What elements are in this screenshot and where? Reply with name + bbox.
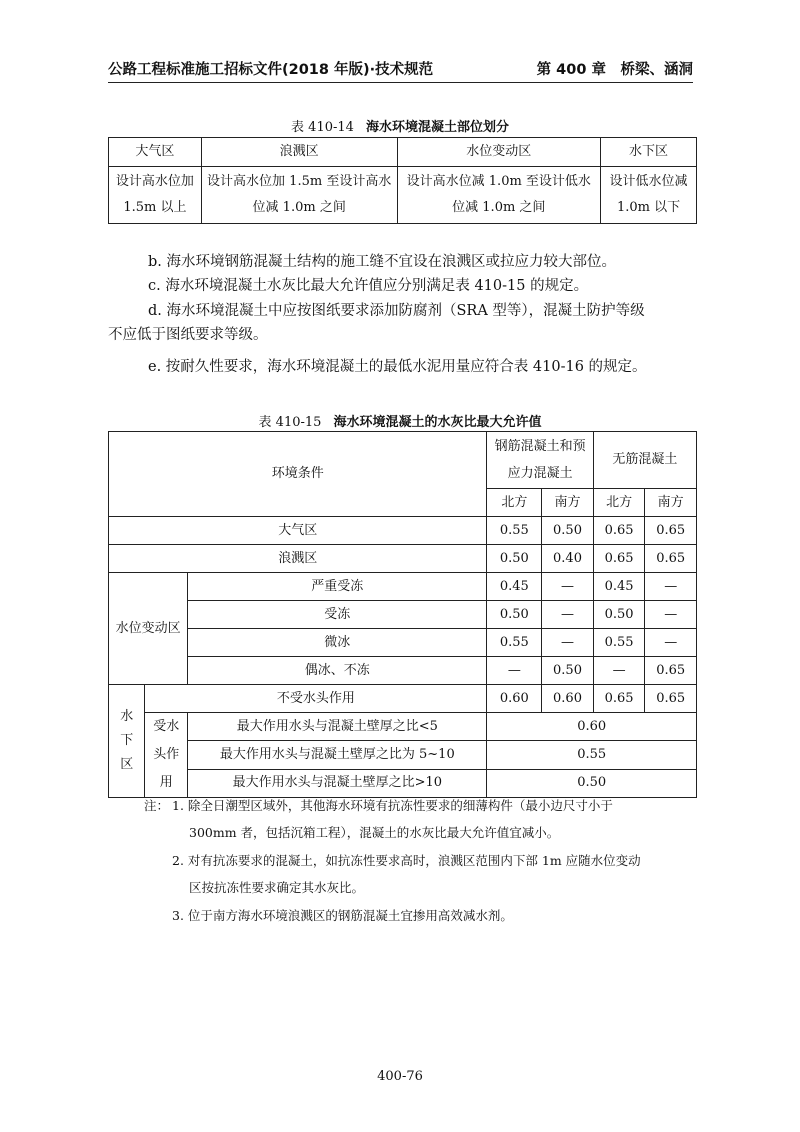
table2-number: 表 410-15: [258, 415, 322, 430]
table-cell: 0.65: [645, 517, 697, 545]
table-cell: 设计高水位减 1.0m 至设计低水位减 1.0m 之间: [397, 167, 601, 224]
table1-title: 海水环境混凝土部位划分: [365, 120, 509, 135]
table-cell: 受冻: [188, 601, 487, 629]
table-row: [109, 629, 697, 657]
table-cell: 0.40: [542, 545, 594, 573]
zone-division-table: [108, 137, 697, 224]
table-cell: 0.60: [487, 685, 542, 713]
table-cell: 0.55: [487, 741, 697, 769]
table-cell: 0.50: [542, 657, 594, 685]
table-cell: 0.50: [487, 601, 542, 629]
table-row: [109, 138, 697, 167]
table-row: [109, 657, 697, 685]
table-cell: —: [542, 629, 594, 657]
paragraph-d-line1: d. 海水环境混凝土中应按图纸要求添加防腐剂（SRA 型等），混凝土防护等级: [148, 303, 645, 319]
north-header: 北方: [487, 489, 542, 517]
table-cell: 最大作用水头与混凝土壁厚之比<5: [188, 713, 487, 741]
table-cell: 0.55: [487, 629, 542, 657]
table-cell: 0.65: [645, 657, 697, 685]
table-cell: 设计高水位加 1.5m 以上: [109, 167, 202, 224]
underwater-zone-label: [109, 685, 145, 798]
table-cell: —: [645, 629, 697, 657]
paragraph-c: c. 海水环境混凝土水灰比最大允许值应分别满足表 410-15 的规定。: [148, 278, 589, 294]
table-cell: 微冰: [188, 629, 487, 657]
table-cell: 0.65: [593, 545, 645, 573]
atmospheric-zone-label: 大气区: [109, 517, 487, 545]
underwater-label-char: 水: [120, 709, 134, 724]
table-row: [109, 573, 697, 601]
table-cell: 不受水头作用: [145, 685, 487, 713]
notes-prefix: 注：: [144, 798, 170, 813]
south-header: 南方: [542, 489, 594, 517]
table-cell: —: [593, 657, 645, 685]
note-1-line1: 1. 除全日潮型区域外，其他海水环境有抗冻性要求的细薄构件（最小边尺寸小于: [172, 798, 613, 813]
note-2-line1: 2. 对有抗冻要求的混凝土，如抗冻性要求高时，浪溅区范围内下部 1m 应随水位变动: [172, 853, 641, 868]
water-head-label: [145, 713, 188, 798]
table-cell: 设计高水位加 1.5m 至设计高水位减 1.0m 之间: [201, 167, 397, 224]
table-row: [109, 601, 697, 629]
table2-caption: [0, 411, 800, 430]
reinforced-concrete-header: 钢筋混凝土和预应力混凝土: [487, 432, 593, 489]
table-row: [109, 432, 697, 489]
env-condition-header: 环境条件: [109, 432, 487, 517]
note-1-line2: 300mm 者，包括沉箱工程），混凝土的水灰比最大允许值宜减小。: [189, 825, 560, 840]
paragraph-b: b. 海水环境钢筋混凝土结构的施工缝不宜设在浪溅区或拉应力较大部位。: [148, 254, 616, 270]
table-cell: 0.65: [645, 685, 697, 713]
header-cell: 水下区: [601, 138, 697, 167]
table-cell: 偶冰、不冻: [188, 657, 487, 685]
splash-zone-label: 浪溅区: [109, 545, 487, 573]
table-cell: —: [487, 657, 542, 685]
table-cell: 0.65: [593, 517, 645, 545]
table-cell: 严重受冻: [188, 573, 487, 601]
north-header: 北方: [593, 489, 645, 517]
table-cell: 0.50: [487, 545, 542, 573]
header-chapter-title: 第 400 章 桥梁、涵洞: [536, 62, 693, 78]
paragraph-e: e. 按耐久性要求，海水环境混凝土的最低水泥用量应符合表 410-16 的规定。: [148, 359, 647, 375]
header-cell: 浪溅区: [201, 138, 397, 167]
header-document-title: 公路工程标准施工招标文件(2018 年版)·技术规范: [108, 62, 434, 78]
table-cell: 0.55: [487, 517, 542, 545]
underwater-label-char: 区: [120, 757, 134, 772]
table-cell: 0.55: [593, 629, 645, 657]
table-cell: 0.50: [593, 601, 645, 629]
table-cell: —: [542, 573, 594, 601]
table-cell: 0.60: [542, 685, 594, 713]
table-cell: —: [542, 601, 594, 629]
water-cement-ratio-table: [108, 431, 697, 798]
table-cell: 0.60: [487, 713, 697, 741]
page-header: [108, 52, 693, 83]
table-row: [109, 685, 697, 713]
table-row: [109, 167, 697, 224]
note-2-line2: 区按抗冻性要求确定其水灰比。: [189, 880, 365, 895]
table-cell: 0.65: [645, 545, 697, 573]
table-cell: 0.50: [542, 517, 594, 545]
water-head-label-part: 头作: [153, 747, 180, 762]
table-row: [109, 769, 697, 797]
table-cell: —: [645, 601, 697, 629]
tidal-zone-label: 水位变动区: [109, 573, 188, 685]
table-cell: 最大作用水头与混凝土壁厚之比>10: [188, 769, 487, 797]
table-row: [109, 545, 697, 573]
south-header: 南方: [645, 489, 697, 517]
table2-title: 海水环境混凝土的水灰比最大允许值: [333, 415, 542, 430]
table-cell: 设计低水位减 1.0m 以下: [601, 167, 697, 224]
table-cell: 0.50: [487, 769, 697, 797]
table-row: [109, 741, 697, 769]
table1-caption: [0, 116, 800, 135]
water-head-label-part: 用: [159, 775, 173, 790]
plain-concrete-header: 无筋混凝土: [593, 432, 696, 489]
note-3: 3. 位于南方海水环境浪溅区的钢筋混凝土宜掺用高效减水剂。: [172, 908, 513, 923]
water-head-label-part: 受水: [153, 719, 180, 734]
table-row: [109, 713, 697, 741]
header-cell: 水位变动区: [397, 138, 601, 167]
header-cell: 大气区: [109, 138, 202, 167]
table-cell: 0.45: [593, 573, 645, 601]
table-cell: 0.65: [593, 685, 645, 713]
paragraph-d-line2: 不应低于图纸要求等级。: [108, 327, 268, 343]
table-row: [109, 517, 697, 545]
page-number: 400-76: [377, 1069, 423, 1084]
underwater-label-char: 下: [120, 733, 134, 748]
table-cell: 最大作用水头与混凝土壁厚之比为 5~10: [188, 741, 487, 769]
table-cell: 0.45: [487, 573, 542, 601]
table1-number: 表 410-14: [291, 120, 354, 135]
table-cell: —: [645, 573, 697, 601]
